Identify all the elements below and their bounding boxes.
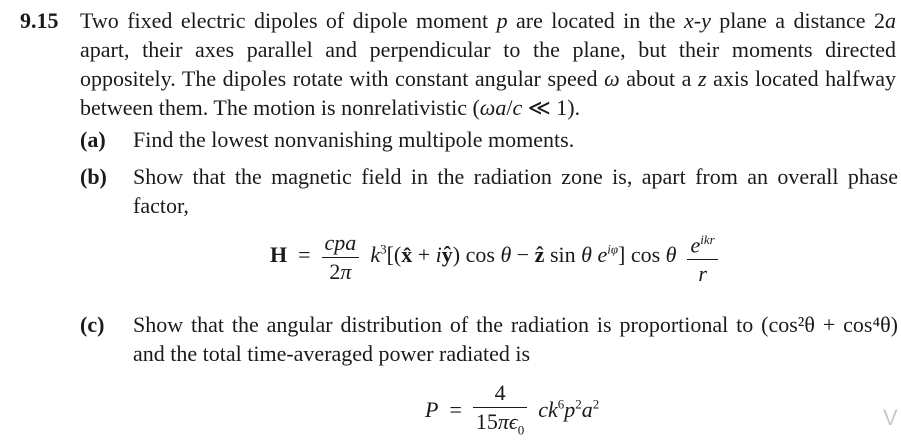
equation-h-lhs: H — [270, 242, 288, 268]
part-a-label: (a) — [80, 127, 106, 152]
page-edge-fragment: V — [883, 405, 898, 430]
equation-h-frac1-denominator: 2π — [329, 258, 352, 284]
equation-h-frac2-numerator: $e^{ikr}$ — [687, 227, 717, 260]
equation-p-equals: = — [443, 396, 468, 422]
part-c-label: (c) — [80, 312, 105, 337]
equation-p-rhs: $ck^6p^2a^2$ — [538, 396, 600, 422]
equation-p-lhs: P — [425, 396, 439, 422]
part-a-text: Find the lowest nonvanishing multipole moments. — [133, 127, 575, 152]
problem-statement: Two fixed electric dipoles of dipole moment p are located in the x-y plane a distance 2a apart, their axes parallel and perpendicular to the plane, but their moments directed oppositely. The dipoles rotate with constant angular speed ω about a z axis located halfway between them. The motion is nonrelativistic (ωa/c ≪ 1). — [80, 8, 896, 120]
equation-magnetic-field — [270, 227, 718, 287]
equation-h-equals: = — [292, 242, 317, 268]
equation-h-fraction-1 — [322, 230, 360, 285]
part-b-text: Show that the magnetic field in the radiation zone is, apart from an overall phase factor, — [133, 164, 898, 218]
equation-h-fraction-2 — [687, 227, 717, 287]
problem-number: 9.15 — [20, 8, 59, 33]
equation-p-denominator: $15\pi\epsilon_0$ — [475, 409, 525, 438]
equation-p-fraction — [473, 380, 527, 443]
equation-power — [425, 380, 599, 443]
equation-h-frac2-denominator: r — [698, 261, 707, 287]
equation-h-frac1-numerator: cpa — [322, 230, 360, 258]
part-c-text: Show that the angular distribution of the radiation is proportional to (cos²θ + cos⁴θ) and the total time-averaged power radiated is — [133, 312, 898, 366]
equation-p-numerator: 4 — [473, 380, 527, 408]
equation-h-middle: $k^3[(x̂$ + iŷ) cos θ − ẑ sin θ $e^{i\varphi}$] cos θ — [370, 241, 677, 268]
part-b-label: (b) — [80, 164, 107, 189]
